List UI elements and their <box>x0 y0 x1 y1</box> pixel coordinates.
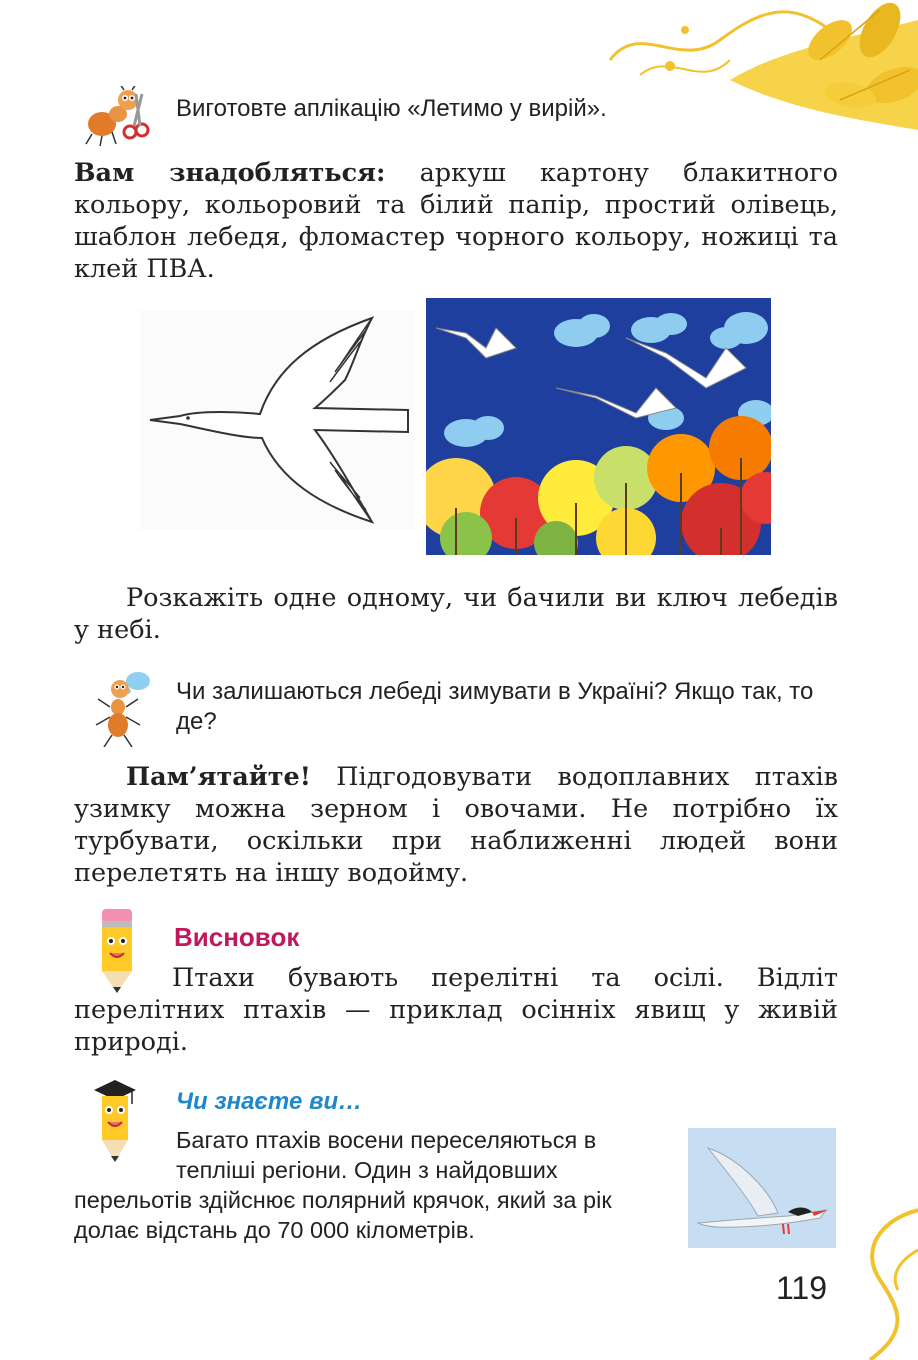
arctic-tern-photo <box>688 1128 836 1248</box>
remember-paragraph <box>74 761 838 889</box>
page-number: 119 <box>776 1270 828 1306</box>
remember-text: Підгодовувати водоплавних птахів узимку можна зерном і овочами. Не потрібно їх турбувати, оскільки при наближенні людей вони перелетять на іншу водойму. <box>74 762 838 888</box>
conclusion-paragraph: Птахи бувають перелітні та осілі. Відліт перелітних птахів — приклад осінніх явищ у живій природі. <box>74 963 838 1057</box>
thinking-ant-icon <box>88 667 154 747</box>
materials-label: Вам знадобляться: <box>74 158 386 188</box>
materials-text: аркуш картону блакитного кольору, кольоровий та білий папір, простий олівець, шаблон лебедя, фломастер чорного кольору, ножиці та клей ПВА. <box>74 158 838 284</box>
did-you-know-heading: Чи знаєте ви… <box>176 1088 363 1115</box>
did-you-know-text: Багато птахів восени переселяються в тепліші регіони. Один з найдовших перельотів здійснює полярний крячок, який за рік долає відстань до 70 000 кілометрів. <box>74 1127 612 1243</box>
question-swans-winter: Чи залишаються лебеді зимувати в Україні? Якщо так, то де? <box>176 678 814 735</box>
swan-applique-photo <box>426 298 771 555</box>
task-make-applique: Виготовте аплікацію «Летимо у вирій». <box>176 95 607 122</box>
materials-paragraph <box>74 157 838 285</box>
conclusion-heading: Висновок <box>174 922 300 952</box>
ant-scissors-icon <box>80 86 150 146</box>
discuss-paragraph: Розкажіть одне одному, чи бачили ви ключ лебедів у небі. <box>74 583 838 645</box>
did-you-know-paragraph <box>74 1125 666 1245</box>
remember-label: Пам’ятайте! <box>126 762 311 792</box>
swan-template-image <box>140 310 415 530</box>
